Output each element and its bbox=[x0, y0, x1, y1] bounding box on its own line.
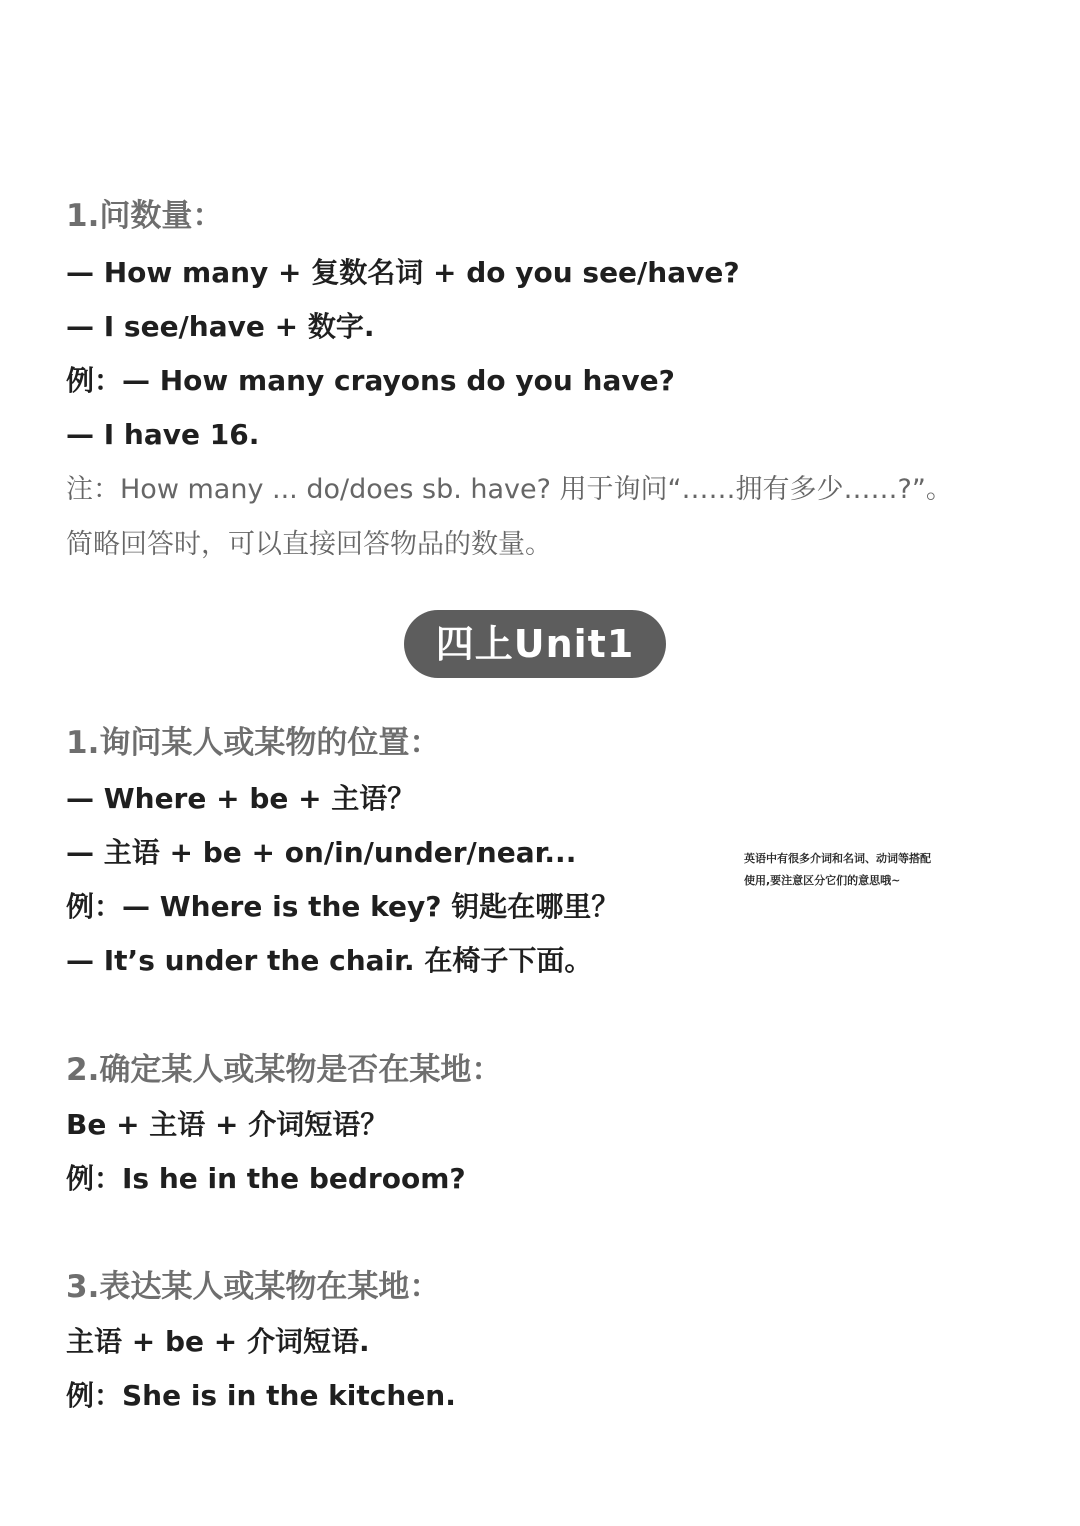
confirm-heading: 2.确定某人或某物是否在某地： bbox=[66, 1052, 503, 1088]
quantity-heading: 1.问数量： bbox=[66, 198, 224, 234]
position-example-question: 例：— Where is the key? 钥匙在哪里？ bbox=[66, 890, 620, 923]
quantity-pattern-question: — How many + 复数名词 + do you see/have? bbox=[66, 256, 740, 289]
express-example: 例：She is in the kitchen. bbox=[66, 1379, 456, 1412]
confirm-example: 例：Is he in the bedroom? bbox=[66, 1162, 466, 1195]
quantity-pattern-answer: — I see/have + 数字. bbox=[66, 310, 375, 343]
position-pattern-answer: — 主语 + be + on/in/under/near... bbox=[66, 836, 577, 869]
quantity-note-line-2: 简略回答时，可以直接回答物品的数量。 bbox=[66, 529, 552, 560]
express-pattern: 主语 + be + 介词短语. bbox=[66, 1325, 370, 1358]
confirm-pattern: Be + 主语 + 介词短语？ bbox=[66, 1108, 389, 1141]
position-example-answer: — It’s under the chair. 在椅子下面。 bbox=[66, 944, 593, 977]
express-heading: 3.表达某人或某物在某地： bbox=[66, 1269, 441, 1305]
quantity-example-answer: — I have 16. bbox=[66, 418, 260, 451]
position-heading: 1.询问某人或某物的位置： bbox=[66, 725, 441, 761]
unit-badge: 四上Unit1 bbox=[404, 610, 666, 678]
side-note: 英语中有很多介词和名词、动词等搭配使用,要注意区分它们的意思哦~ bbox=[744, 852, 931, 887]
quantity-note-line-1: 注：How many ... do/does sb. have? 用于询问“……拥有多少……?”。 bbox=[66, 474, 953, 505]
position-pattern-question: — Where + be + 主语？ bbox=[66, 782, 416, 815]
quantity-example-question: 例：— How many crayons do you have? bbox=[66, 364, 675, 397]
